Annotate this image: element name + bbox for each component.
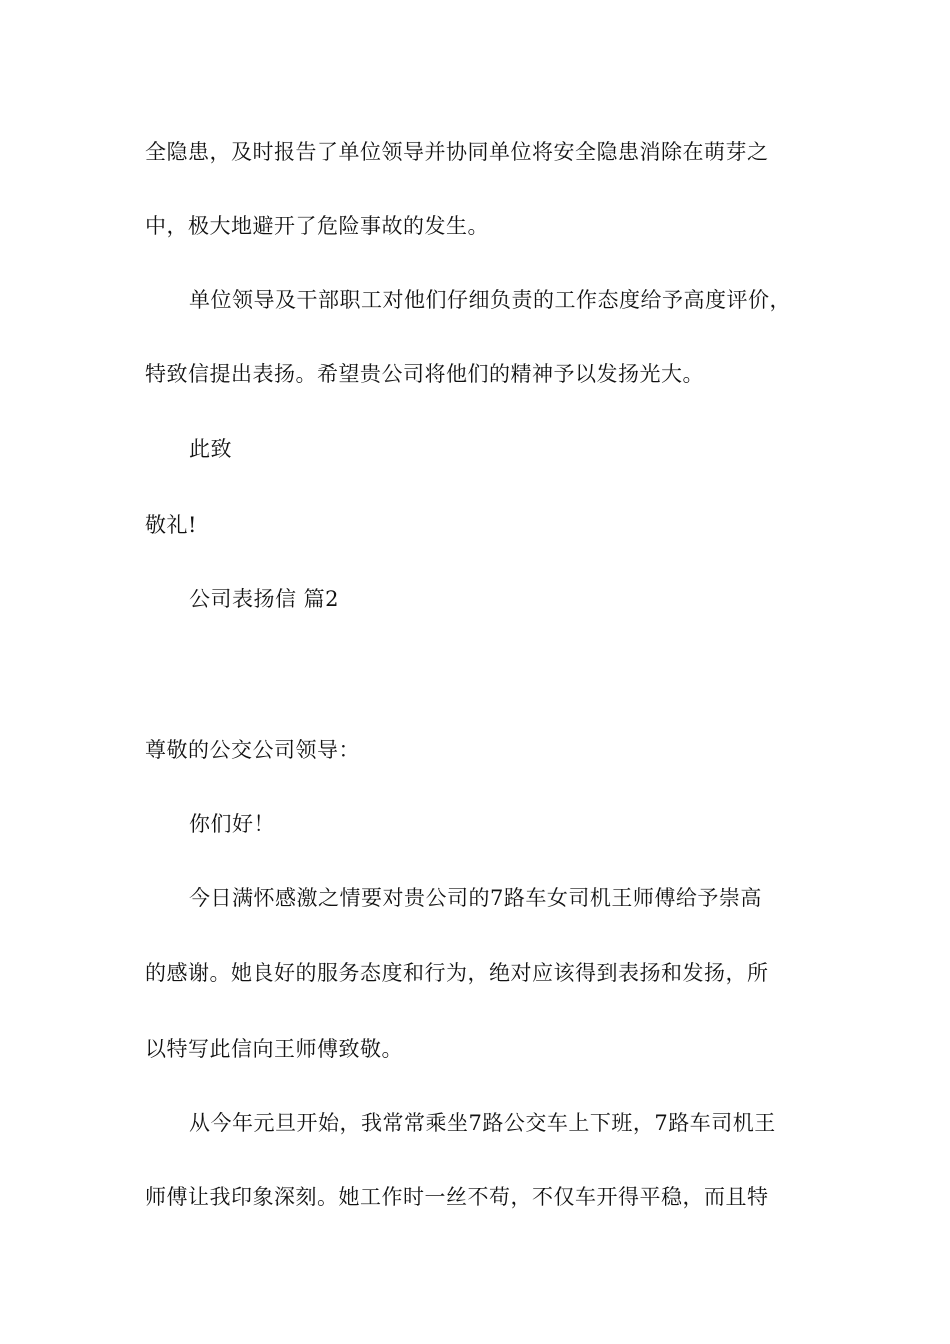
paragraph-line: 以特写此信向王师傅致敬。 [145,1037,403,1061]
paragraph-line: 单位领导及干部职工对他们仔细负责的工作态度给予高度评价， [189,288,791,312]
paragraph-line: 今日满怀感激之情要对贵公司的7路车女司机王师傅给予崇高 [189,886,762,910]
closing-regards: 敬礼! [145,513,197,537]
paragraph-line: 从今年元旦开始，我常常乘坐7路公交车上下班，7路车司机王 [189,1111,776,1135]
paragraph-line: 中，极大地避开了危险事故的发生。 [145,214,489,238]
paragraph-line: 全隐患，及时报告了单位领导并协同单位将安全隐患消除在萌芽之 [145,140,769,164]
letter-opening: 你们好！ [189,812,275,836]
closing-salutation: 此致 [189,437,232,461]
paragraph-line: 师傅让我印象深刻。她工作时一丝不苟，不仅车开得平稳，而且特 [145,1185,769,1209]
paragraph-line: 特致信提出表扬。希望贵公司将他们的精神予以发扬光大。 [145,362,704,386]
section-heading: 公司表扬信 篇2 [189,587,340,611]
letter-greeting: 尊敬的公交公司领导： [145,738,360,762]
paragraph-line: 的感谢。她良好的服务态度和行为，绝对应该得到表扬和发扬，所 [145,961,769,985]
